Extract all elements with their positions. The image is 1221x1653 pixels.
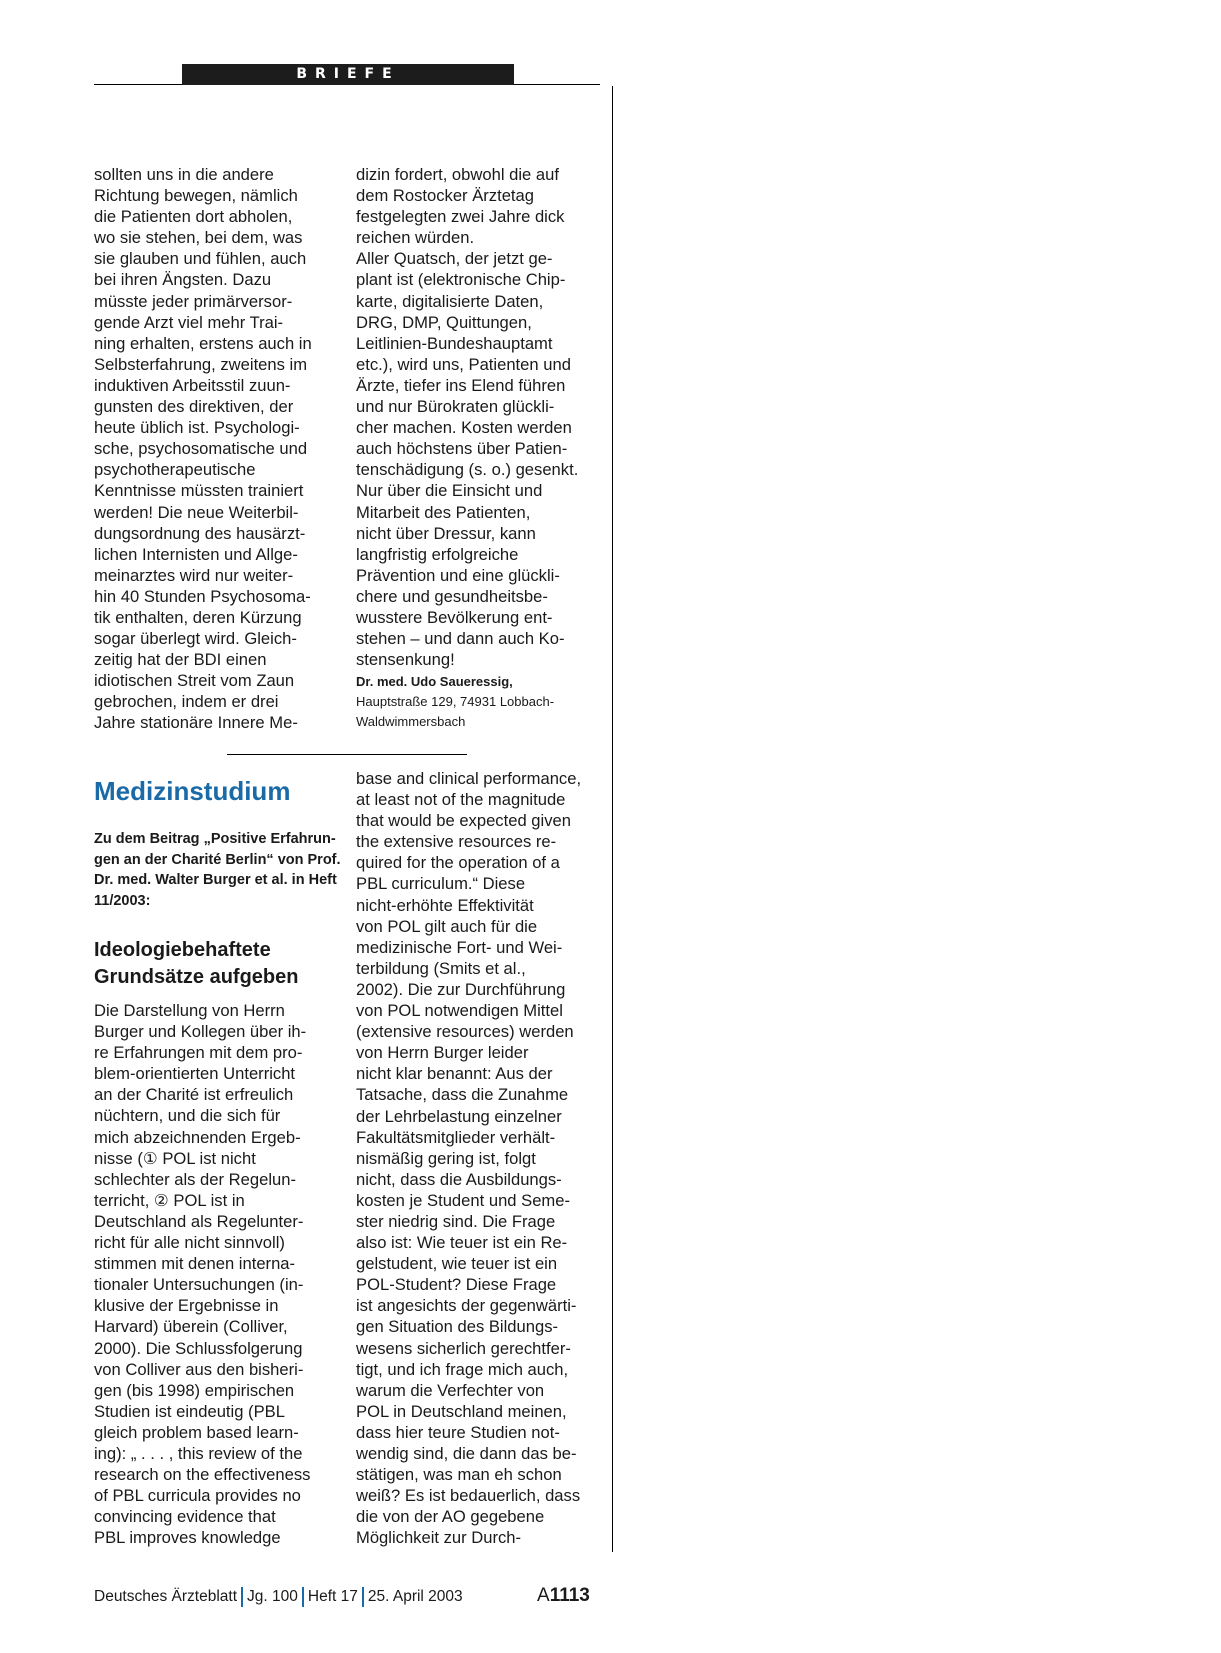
text-line: die Patienten dort abholen, [94, 207, 293, 227]
text-line: dem Rostocker Ärztetag [356, 186, 534, 206]
text-line: Ärzte, tiefer ins Elend führen [356, 375, 566, 395]
separator-rule [227, 754, 467, 755]
text-line: DRG, DMP, Quittungen, [356, 312, 532, 332]
text-line: the extensive resources re- [356, 832, 557, 852]
text-line: richt für alle nicht sinnvoll) [94, 1233, 285, 1253]
text-line: etc.), wird uns, Patienten und [356, 354, 571, 374]
text-line: Jahre stationäre Innere Me- [94, 713, 298, 733]
signature-address: Hauptstraße 129, 74931 Lobbach- Waldwimmersbach [356, 694, 555, 730]
text-line: Fakultätsmitglieder verhält- [356, 1127, 556, 1147]
page-number [537, 1584, 590, 1608]
text-line: nismäßig gering ist, folgt [356, 1148, 536, 1168]
letter1-column-1 [94, 164, 312, 734]
text-line: Studien ist eindeutig (PBL [94, 1401, 285, 1421]
text-line: Burger und Kollegen über ih- [94, 1022, 307, 1042]
section-title: Medizinstudium [94, 776, 291, 806]
text-line: terricht, ② POL ist in [94, 1190, 245, 1210]
text-line: PBL curriculum.“ Diese [356, 874, 526, 894]
text-line: schlechter als der Regelun- [94, 1169, 296, 1189]
text-line: zeitig hat der BDI einen [94, 650, 267, 670]
text-line: nicht über Dressur, kann [356, 523, 536, 543]
signature-name: Dr. med. Udo Saueressig, [356, 674, 513, 690]
text-line: that would be expected given [356, 811, 571, 831]
text-line: werden! Die neue Weiterbil- [94, 502, 299, 522]
text-line: wo sie stehen, bei dem, was [94, 228, 303, 248]
text-line: induktiven Arbeitsstil zuun- [94, 375, 291, 395]
text-line: von Herrn Burger leider [356, 1043, 529, 1063]
text-line: stätigen, was man eh schon [356, 1465, 562, 1485]
text-line: von Colliver aus den bisheri- [94, 1359, 304, 1379]
text-line: von POL gilt auch für die [356, 916, 538, 936]
text-line: nüchtern, und die sich für [94, 1106, 281, 1126]
text-line: nicht, dass die Ausbildungs- [356, 1169, 562, 1189]
text-line: plant ist (elektronische Chip- [356, 270, 566, 290]
text-line: PBL improves knowledge [94, 1528, 281, 1548]
text-line: convincing evidence that [94, 1507, 276, 1527]
text-line: tigt, und ich frage mich auch, [356, 1359, 569, 1379]
page-prefix: A [537, 1585, 550, 1606]
text-line: müsste jeder primärversor- [94, 291, 293, 311]
text-line: Tatsache, dass die Zunahme [356, 1085, 569, 1105]
text-line: Prävention und eine glückli- [356, 565, 560, 585]
text-line: idiotischen Streit vom Zaun [94, 671, 295, 691]
text-line: Richtung bewegen, nämlich [94, 186, 298, 206]
text-line: Nur über die Einsicht und [356, 481, 543, 501]
letter2-column-2 [356, 768, 581, 1548]
text-line: Die Darstellung von Herrn [94, 1001, 285, 1020]
text-line: gen Situation des Bildungs- [356, 1317, 559, 1337]
text-line: dass hier teure Studien not- [356, 1422, 560, 1442]
text-line: sche, psychosomatische und [94, 439, 308, 459]
text-line: weiß? Es ist bedauerlich, dass [356, 1486, 581, 1506]
section-header: BRIEFE [182, 64, 514, 85]
text-line: base and clinical performance, [356, 769, 582, 788]
text-line: nisse (① POL ist nicht [94, 1148, 256, 1168]
text-line: und nur Bürokraten glückli- [356, 397, 555, 417]
text-line: cher machen. Kosten werden [356, 418, 572, 438]
text-line: festgelegten zwei Jahre dick [356, 207, 565, 227]
text-line: research on the effectiveness [94, 1465, 311, 1485]
text-line: ning erhalten, erstens auch in [94, 333, 312, 353]
letter2-column-1 [94, 1000, 310, 1548]
text-line: ing): „ . . . , this review of the [94, 1443, 303, 1463]
footer-divider [302, 1587, 304, 1607]
text-line: stehen – und dann auch Ko- [356, 629, 565, 649]
text-line: kosten je Student und Seme- [356, 1190, 571, 1210]
text-line: (extensive resources) werden [356, 1022, 574, 1042]
text-line: meinarztes wird nur weiter- [94, 565, 294, 585]
text-line: die von der AO gegebene [356, 1507, 545, 1527]
text-line: auch höchstens über Patien- [356, 439, 568, 459]
text-line: von POL notwendigen Mittel [356, 1001, 563, 1021]
footer [94, 1587, 463, 1607]
text-line: quired for the operation of a [356, 853, 560, 873]
footer-divider [362, 1587, 364, 1607]
text-line: stimmen mit denen interna- [94, 1254, 296, 1274]
footer-date: 25. April 2003 [367, 1588, 463, 1606]
text-line: Mitarbeit des Patienten, [356, 502, 531, 522]
text-line: ster niedrig sind. Die Frage [356, 1211, 556, 1231]
text-line: POL-Student? Diese Frage [356, 1275, 557, 1295]
column-rule [612, 86, 613, 1552]
text-line: reichen würden. [356, 228, 475, 248]
text-line: sie glauben und fühlen, auch [94, 249, 307, 269]
text-line: sollten uns in die andere [94, 165, 274, 184]
letter-headline: Ideologiebehaftete Grundsätze aufgeben [94, 939, 299, 988]
text-line: heute üblich ist. Psychologi- [94, 418, 300, 438]
article-reference: Zu dem Beitrag „Positive Erfahrun- gen an der Charité Berlin“ von Prof. Dr. med. Walter Burger et al. in Heft 11/2003: [94, 831, 341, 909]
text-line: Kenntnisse müssten trainiert [94, 481, 304, 501]
text-line: gunsten des direktiven, der [94, 397, 294, 417]
text-line: at least not of the magnitude [356, 790, 566, 810]
text-line: dungsordnung des hausärzt- [94, 523, 306, 543]
text-line: lichen Internisten und Allge- [94, 544, 298, 564]
text-line: gleich problem based learn- [94, 1422, 299, 1442]
text-line: gebrochen, indem er drei [94, 692, 279, 712]
text-line: langfristig erfolgreiche [356, 544, 519, 564]
text-line: tik enthalten, deren Kürzung [94, 607, 302, 627]
text-line: terbildung (Smits et al., [356, 958, 526, 978]
text-line: blem-orientierten Unterricht [94, 1064, 296, 1084]
text-line: chere und gesundheitsbe- [356, 586, 548, 606]
text-line: ist angesichts der gegenwärti- [356, 1296, 577, 1316]
text-line: Deutschland als Regelunter- [94, 1211, 304, 1231]
text-line: nicht-erhöhte Effektivität [356, 895, 534, 915]
text-line: gen (bis 1998) empirischen [94, 1380, 295, 1400]
text-line: tionaler Untersuchungen (in- [94, 1275, 304, 1295]
text-line: 2000). Die Schlussfolgerung [94, 1338, 303, 1358]
text-line: dizin fordert, obwohl die auf [356, 165, 559, 184]
text-line: also ist: Wie teuer ist ein Re- [356, 1233, 568, 1253]
text-line: bei ihren Ängsten. Dazu [94, 270, 272, 290]
text-line: Möglichkeit zur Durch- [356, 1528, 522, 1548]
text-line: Selbsterfahrung, zweitens im [94, 354, 308, 374]
footer-volume: Jg. 100 [247, 1588, 298, 1606]
text-line: an der Charité ist erfreulich [94, 1085, 294, 1105]
footer-journal: Deutsches Ärzteblatt [94, 1588, 238, 1606]
text-line: wesens sicherlich gerechtfer- [356, 1338, 571, 1358]
text-line: psychotherapeutische [94, 460, 256, 480]
text-line: of PBL curricula provides no [94, 1486, 301, 1506]
footer-divider [241, 1587, 243, 1607]
text-line: stensenkung! [356, 650, 455, 670]
text-line: nicht klar benannt: Aus der [356, 1064, 553, 1084]
text-line: Leitlinien-Bundeshauptamt [356, 333, 553, 353]
text-line: tenschädigung (s. o.) gesenkt. [356, 460, 579, 480]
page-number-value: 1113 [549, 1585, 590, 1606]
text-line: mich abzeichnenden Ergeb- [94, 1127, 301, 1147]
text-line: der Lehrbelastung einzelner [356, 1106, 562, 1126]
text-line: 2002). Die zur Durchführung [356, 979, 566, 999]
text-line: gelstudent, wie teuer ist ein [356, 1254, 558, 1274]
text-line: klusive der Ergebnisse in [94, 1296, 279, 1316]
letter1-column-2-text [356, 164, 578, 670]
text-line: re Erfahrungen mit dem pro- [94, 1043, 303, 1063]
text-line: gende Arzt viel mehr Trai- [94, 312, 284, 332]
text-line: POL in Deutschland meinen, [356, 1401, 567, 1421]
text-line: karte, digitalisierte Daten, [356, 291, 544, 311]
text-line: medizinische Fort- und Wei- [356, 937, 563, 957]
text-line: sogar überlegt wird. Gleich- [94, 629, 297, 649]
text-line: warum die Verfechter von [356, 1380, 545, 1400]
footer-issue: Heft 17 [307, 1588, 358, 1606]
text-line: wusstere Bevölkerung ent- [356, 607, 553, 627]
letter1-column-2 [356, 164, 578, 732]
text-line: hin 40 Stunden Psychosoma- [94, 586, 311, 606]
text-line: Harvard) überein (Colliver, [94, 1317, 288, 1337]
text-line: wendig sind, die dann das be- [356, 1444, 577, 1463]
text-line: Aller Quatsch, der jetzt ge- [356, 249, 553, 269]
